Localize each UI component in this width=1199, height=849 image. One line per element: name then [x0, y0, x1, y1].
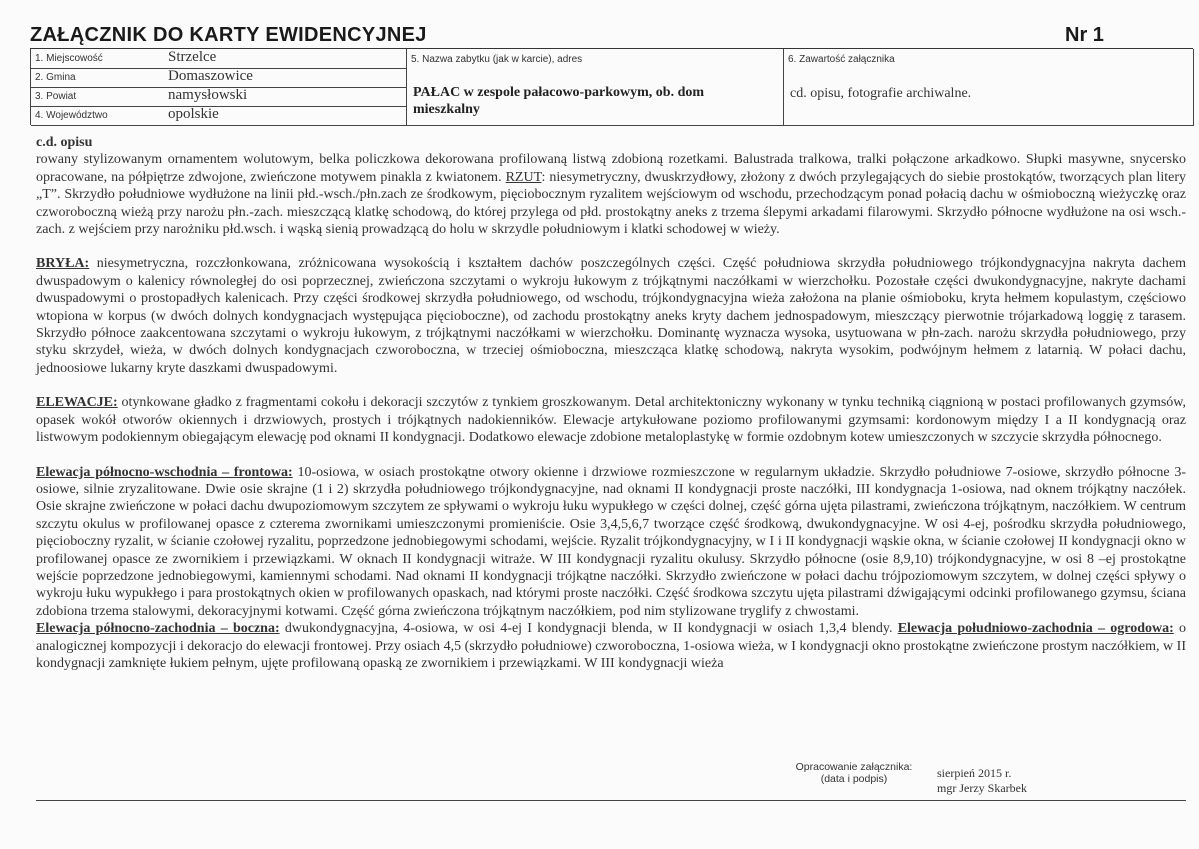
facade-paragraph [36, 464, 1186, 673]
bryla-heading: BRYŁA: [36, 256, 90, 272]
paragraph-text: niesymetryczna, rozczłonkowana, zróżnicowana wysokością i kształtem dachów poszczególnych części. Część południowa skrzydła południowego trójkondygnacyjna nakryta dachem dwuspadowym o kalenicy równoległej do osi poprzecznej, zwieńczona szczytami o wykroju łukowym z trójkątnymi naczółkami w wierzchołku. Pozostałe części dwukondygnacyjne, nakryte dachami dwuspadowymi o prostopadłych kalenicach. Przy części środkowej skrzydła południowego, od wschodu, trójkondygnacyjna wieża założona na planie ośmioboku, kryta hełmem kopulastym, częściowo wtopiona w korpus (w dwóch dolnych kondygnacjach występująca pięcioboczne), od zachodu prostokątny aneks kryty dachem jednospadowym, mieszczący pierwotnie trójarkadową loggię z tarasem. Skrzydło północe zaakcentowana szczytami o wykroju łukowym, z trójkątnymi naczółkami w wierzchołku. Dominantę wyznacza wysoka, usytuowana w płn-zach. narożu skrzydła południowego, przy styku skrzydeł, wieża, w dwóch dolnych kondygnacjach czworoboczna, w trzeciej ośmioboczna, mieszcząca klatkę schodową, nakryta wysokim, podwójnym hełmem z latarnią. W połaci dachu, jednoosiowe lukarny kryte daszkami dwuspadowymi. [36, 256, 1186, 376]
elewacje-paragraph [36, 394, 1186, 446]
side-facade-heading: Elewacja północno-zachodnia – boczna: [36, 621, 280, 637]
metadata-table [30, 49, 1193, 125]
row-label: 4. Województwo [35, 110, 108, 121]
row-label: 3. Powiat [35, 91, 77, 102]
prepared-date: sierpień 2015 r. [937, 766, 1012, 780]
attachment-contents-value: cd. opisu, fotografie archiwalne. [790, 86, 972, 101]
monument-name-cell [406, 49, 784, 126]
paragraph-text: : niesymetryczny, dwuskrzydłowy, złożony z dwóch przylegających do siebie prostokątów, tworzących plan litery „T”. Skrzydło południowe wydłużone na linii płd.-wsch./płn.zach ze środkowym, pięciobocznym ryzalitem wejściowym od wschodu, przechodzącym ponad połacią dachu w ośmioboczną wieżyczkę oraz czworoboczną wieżą przy narożu płn.-zach. mieszczącą klatkę schodową, do której przylega od płd. prostokątny aneks z trzema ślepymi arkadami filarowymi. Skrzydło północne wydłużone na osi wsch.-zach. z wejściem przy narożniku płd.wsch. i wąską sienią prowadzącą do holu w skrzydle południowym i klatki schodowej w wieży. [36, 169, 1186, 238]
row-miejscowosc [31, 49, 407, 69]
monument-name-value: PAŁAC w zespole pałacowo-parkowym, ob. dom mieszkalny [413, 85, 705, 117]
row-label: 2. Gmina [35, 72, 76, 83]
front-facade-heading: Elewacja północno-wschodnia – frontowa: [36, 464, 293, 480]
prepared-by-label [784, 761, 924, 785]
paragraph-text: otynkowane gładko z fragmentami cokołu i dekoracji szczytów z tynkiem groszkowanym. Detal architektoniczny wykonany w tynku techniką ciągnioną w postaci profilowanych gzymsów, opasek wokół otworów okiennych i drzwiowych, prostych i trójkątnych nadokienników. Elewacje artykułowane poziomo profilowanymi gzymsami: kordonowym między I a II kondygnacją oraz listwowym podokiennym obiegającym elewację pod oknami II kondygnacji. Dodatkowo elewacje zdobione metaloplastykę w formie ozdobnym kotew umieszczonych w szczycie skrzydła północnego. [36, 395, 1186, 446]
plan-paragraph [36, 151, 1186, 238]
row-value: Strzelce [168, 49, 217, 65]
rzut-label: RZUT [505, 169, 542, 185]
paragraph-text: 10-osiowa, w osiach prostokątne otwory okienne i drzwiowe rozmieszczone w regularnym układzie. Skrzydło południowe 7-osiowe, skrzydło północne 3-osiowe, silnie zryzalitowane. Dwie osie skrajne (1 i 2) skrzydła południowego trójkondygnacyjne, nad oknami II kondygnacji proste naczółki, III kondygnacja 1-osiowa, nad oknem trójkątny naczółek. Osie skrajne zwieńczone w połaci dachu dwupoziomowym szczytem ze spływami o wykroju łuku wypukłego w części dolnej, część górna ujęta pilastrami, zwieńczona trójkątnym, naczółkiem. W centrum szczytu okulus w profilowanej opasce z czterema zwornikami umieszczonymi promieniście. Osie 3,4,5,6,7 tworzące część środkową, dwukondygnacyjne. W osi 4-ej, pośrodku skrzydła południowego, pięcioboczny ryzalit, w ścianie czołowej ryzalitu, poprzedzone jednobiegowymi schodami, wejście. Ryzalit trójkondygnacyjny, w I i II kondygnacji wąskie okna, w ścianie czołowej II kondygnacji okno w profilowanej opasce ze zwornikiem i przewiązkami. W oknach II kondygnacji witraże. W III kondygnacji ryzalitu okulusy. Skrzydło północne (osie 8,9,10) trójkondygnacyjne, w osi 8 –ej prostokątne wejście poprzedzone jednobiegowymi, kamiennymi schodami. Nad oknami II kondygnacji trójkątne naczółki. Skrzydło zwieńczone w połaci dachu trójpoziomowym szczytem, w dolnej części spływy o wykroju łuku wypukłego i para prostokątnych okien w profilowanych opaskach, nad którymi proste naczółki. Część środkowa szczytu ujęta pilastrami dźwigającymi odcinki profilowanego gzymsu, ściana zdobiona trzema stalowymi, dekoracyjnymi kotwami. Część górna zwieńczona trójkątnym naczółkiem, pod nim stylizowane tryglify z chwostami. [36, 464, 1186, 619]
row-value: Domaszowice [168, 68, 253, 84]
attachment-number: Nr 1 [1065, 24, 1104, 46]
footer-divider [36, 800, 1186, 801]
prepared-label-line: (data i podpis) [820, 773, 888, 785]
prepared-label-line: Opracowanie załącznika: [795, 761, 913, 773]
continuation-heading: c.d. opisu [36, 135, 93, 150]
row-wojewodztwo [31, 106, 407, 126]
paragraph-text: o analogicznej kompozycji i dekoracjo do elewacji frontowej. Przy osiach 4,5 (skrzydło południowe) czworoboczna, 1-osiowa wieża, w I kondygnacji okno prostokątne zwieńczone prostym naczółkiem, w II kondygnacji zamknięte łukiem pełnym, ujęte profilowaną opaską ze zwornikiem i przewiązkami. W III kondygnacji wieża [36, 621, 1187, 671]
elewacje-heading: ELEWACJE: [36, 395, 118, 411]
row-powiat [31, 87, 407, 107]
monument-name-label: 5. Nazwa zabytku (jak w karcie), adres [411, 54, 583, 65]
row-label: 1. Miejscowość [35, 53, 103, 64]
attachment-contents-label: 6. Zawartość załącznika [788, 54, 895, 65]
paragraph-text: dwukondygnacyjna, 4-osiowa, w osi 4-ej I kondygnacji blenda, w II kondygnacji w osiach 1,3,4 blendy. [279, 621, 898, 637]
row-value: opolskie [168, 106, 219, 122]
garden-facade-heading: Elewacja południowo-zachodnia – ogrodowa: [897, 621, 1174, 637]
document-title: ZAŁĄCZNIK DO KARTY EWIDENCYJNEJ [30, 24, 427, 46]
paragraph-text: rowany stylizowanym ornamentem wolutowym, belka policzkowa dekorowana profilowaną listwą zdobioną rozetkami. Balustrada tralkowa, tralki połączone arkadkowo. Słupki masywne, snycersko opracowane, na półpiętrze zdwojone, zwieńczone motywem pinakla z kwiatonem. [36, 152, 1186, 185]
bryla-paragraph [36, 255, 1186, 377]
attachment-contents-cell [783, 49, 1194, 126]
row-gmina [31, 68, 407, 88]
row-value: namysłowski [168, 87, 248, 103]
location-rows [30, 49, 407, 125]
description-body [36, 134, 1186, 672]
author-name: mgr Jerzy Skarbek [937, 781, 1027, 795]
